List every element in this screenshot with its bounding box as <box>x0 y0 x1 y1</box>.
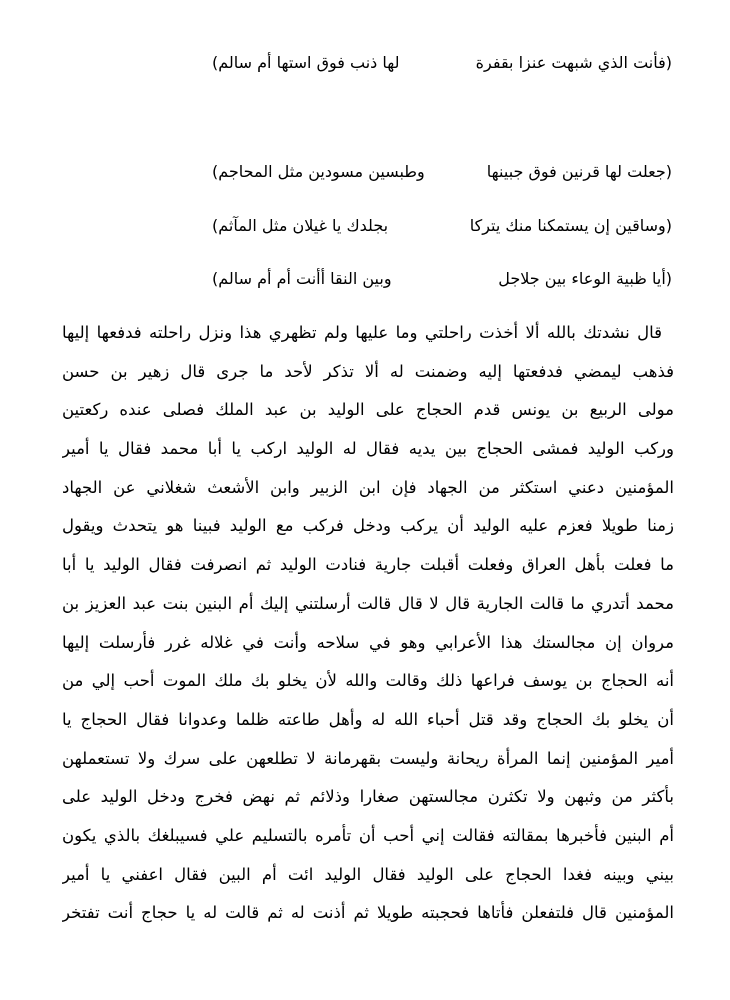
prose-line: مروان إن مجالستك هذا الأعرابي وهو في سلاحه وأنت في غلاله غرر فأرسلت إليها <box>62 632 674 652</box>
prose-line: ما فعلت بأهل العراق وفعلت أقبلت جارية فنادت الوليد ثم انصرفت فقال الوليد يا أبا <box>62 555 674 575</box>
prose-line: وركب الوليد فمشى الحجاج بين يديه فقال له الوليد اركب يا أبا محمد فقال يا أمير <box>62 439 674 459</box>
prose-line: بيني وبينه فغدا الحجاج على الوليد فقال الوليد ائت أم البين فقال اعفني يا أمير <box>62 864 674 884</box>
verse-line <box>212 157 672 187</box>
prose-line: أمير المؤمنين إنما المرأة ريحانة وليست بقهرمانة لا تطلعهن على سرك ولا تستعملهن <box>62 748 674 768</box>
verse-second-hemistich: لها ذنب فوق استها أم سالم) <box>212 53 400 72</box>
prose-line: فذهب ليمضي فدفعتها إليه وضمنت له ألا تذكر لأحد ما جرى قال زهير بن حسن <box>62 361 674 381</box>
verse-line <box>212 264 672 294</box>
verse-first-hemistich: (أيا ظبية الوعاء بين جلاجل <box>498 269 672 288</box>
verse-first-hemistich: (وساقين إن يستمكنا منك يتركا <box>469 216 672 235</box>
prose-line: محمد أتدري ما قالت الجارية قال لا قال قالت أرسلتني إليك أم البنين بنت عبد العزيز بن <box>62 593 674 613</box>
verse-first-hemistich: (جعلت لها قرنين فوق جبينها <box>486 162 672 181</box>
prose-line: مولى الربيع بن يونس قدم الحجاج على الوليد بن عبد الملك فصلى عنده ركعتين <box>62 400 674 420</box>
prose-paragraph <box>62 314 674 933</box>
prose-line: أم البنين فأخبرها بمقالته فقالت إني أحب أن تأمره بالتسليم علي فسيبلغك بالذي يكون <box>62 825 674 845</box>
prose-line: قال نشدتك بالله ألا أخذت راحلتي وما عليها ولم تظهري هذا ونزل راحلته فدفعها إليها <box>62 323 662 342</box>
verse-first-hemistich: (فأنت الذي شبهت عنزا بقفرة <box>475 53 672 72</box>
prose-line: المؤمنين قال فلتفعلن فأتاها فحجبته طويلا ثم أذنت له ثم قالت له يا حجاج أنت تفتخر <box>62 903 674 923</box>
prose-line: بأكثر من وثبهن ولا تكثرن مجالستهن صغارا وذلائم ثم نهض فخرج ودخل الوليد على <box>62 787 674 807</box>
verse-line <box>212 48 672 78</box>
verse-second-hemistich: وطبسين مسودين مثل المحاجم) <box>212 162 425 181</box>
verse-second-hemistich: وبين النقا أأنت أم أم سالم) <box>212 269 392 288</box>
prose-line: أنه الحجاج بن يوسف فراعها ذلك وقالت والله لأن يخلو بك ملك الموت أحب إلي من <box>62 671 674 691</box>
prose-line: المؤمنين دعني استكثر من الجهاد فإن ابن الزبير وابن الأشعث شغلاني عن الجهاد <box>62 477 674 497</box>
verse-line <box>212 211 672 241</box>
verse-second-hemistich: بجلدك يا غيلان مثل المآثم) <box>212 216 389 235</box>
prose-line: أن يخلو بك الحجاج وقد قتل أحباء الله له وأهل طاعته ظلما وعدوانا فقال الحجاج يا <box>62 709 674 729</box>
prose-line: زمنا طويلا فعزم عليه الوليد أن يركب ودخل فركب مع الوليد فبينا هو يتحدث ويقول <box>62 516 674 536</box>
